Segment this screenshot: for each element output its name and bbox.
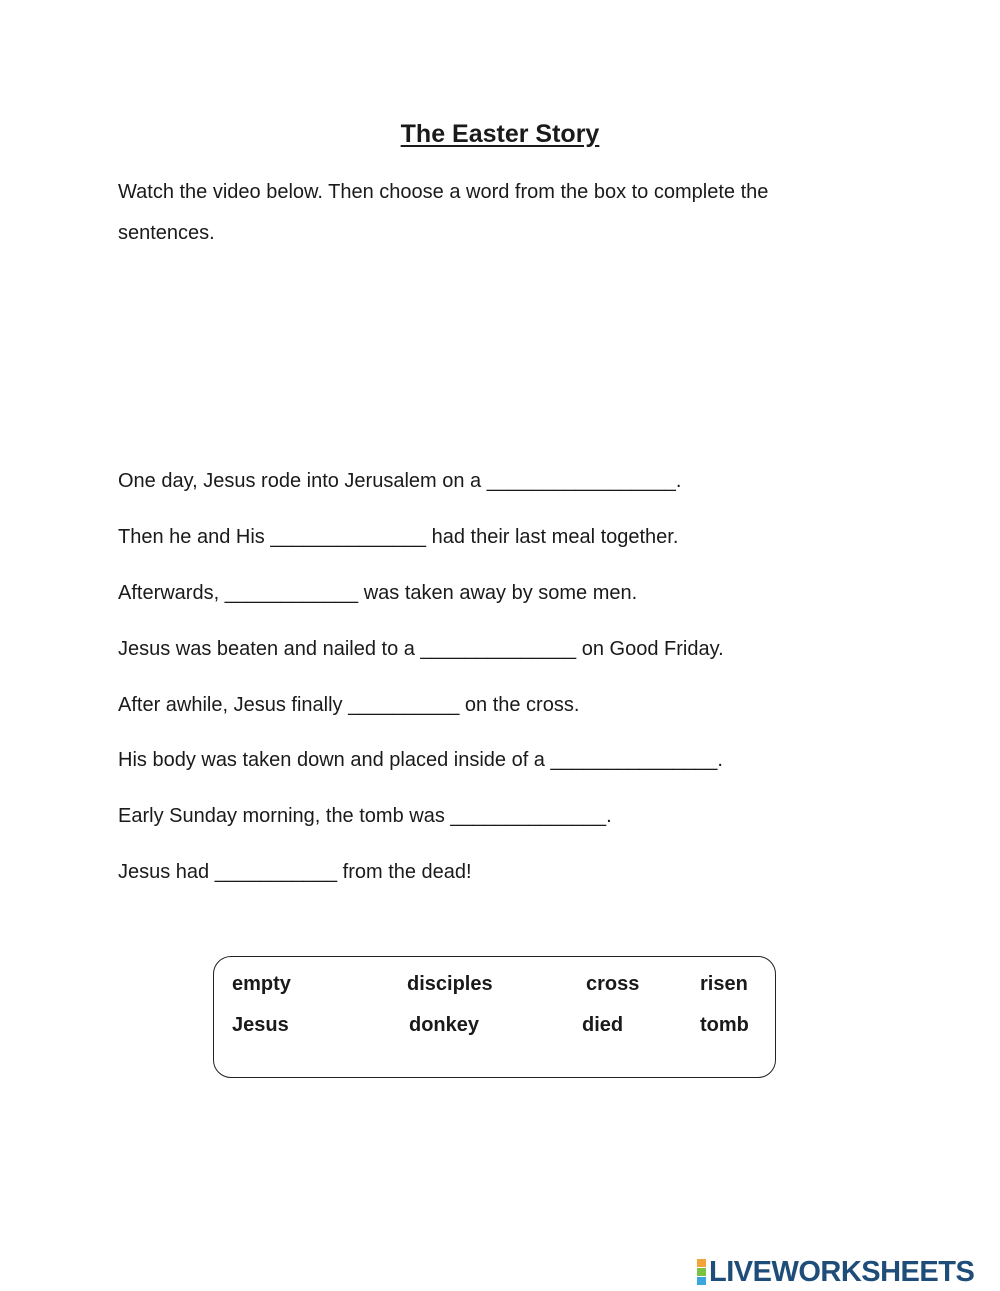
sentence-8: Jesus had ___________ from the dead! (118, 861, 472, 883)
sentence-1: One day, Jesus rode into Jerusalem on a _________________. (118, 470, 682, 492)
logo-blocks-icon (697, 1259, 706, 1285)
word-bank-item: Jesus (232, 1014, 289, 1036)
instructions-text: Watch the video below. Then choose a word from the box to complete the sentences. (118, 181, 769, 244)
word-bank-item: empty (232, 973, 291, 995)
word-bank-item: disciples (407, 973, 493, 995)
worksheet-title: The Easter Story (400, 120, 600, 148)
word-bank-item: risen (700, 973, 748, 995)
sentence-6: His body was taken down and placed inside of a _______________. (118, 749, 723, 771)
word-bank-item: tomb (700, 1014, 749, 1036)
sentence-7: Early Sunday morning, the tomb was ______________. (118, 805, 612, 827)
sentence-4: Jesus was beaten and nailed to a ______________ on Good Friday. (118, 638, 724, 660)
sentence-3: Afterwards, ____________ was taken away by some men. (118, 582, 638, 604)
sentence-5: After awhile, Jesus finally __________ on the cross. (118, 694, 580, 716)
word-bank-item: cross (586, 973, 640, 995)
word-bank-item: died (582, 1014, 624, 1036)
sentence-2: Then he and His ______________ had their last meal together. (118, 526, 679, 548)
word-bank-box (213, 956, 776, 1078)
word-bank-item: donkey (409, 1014, 480, 1036)
logo-text: LIVEWORKSHEETS (709, 1255, 975, 1288)
liveworksheets-logo (697, 1255, 974, 1289)
